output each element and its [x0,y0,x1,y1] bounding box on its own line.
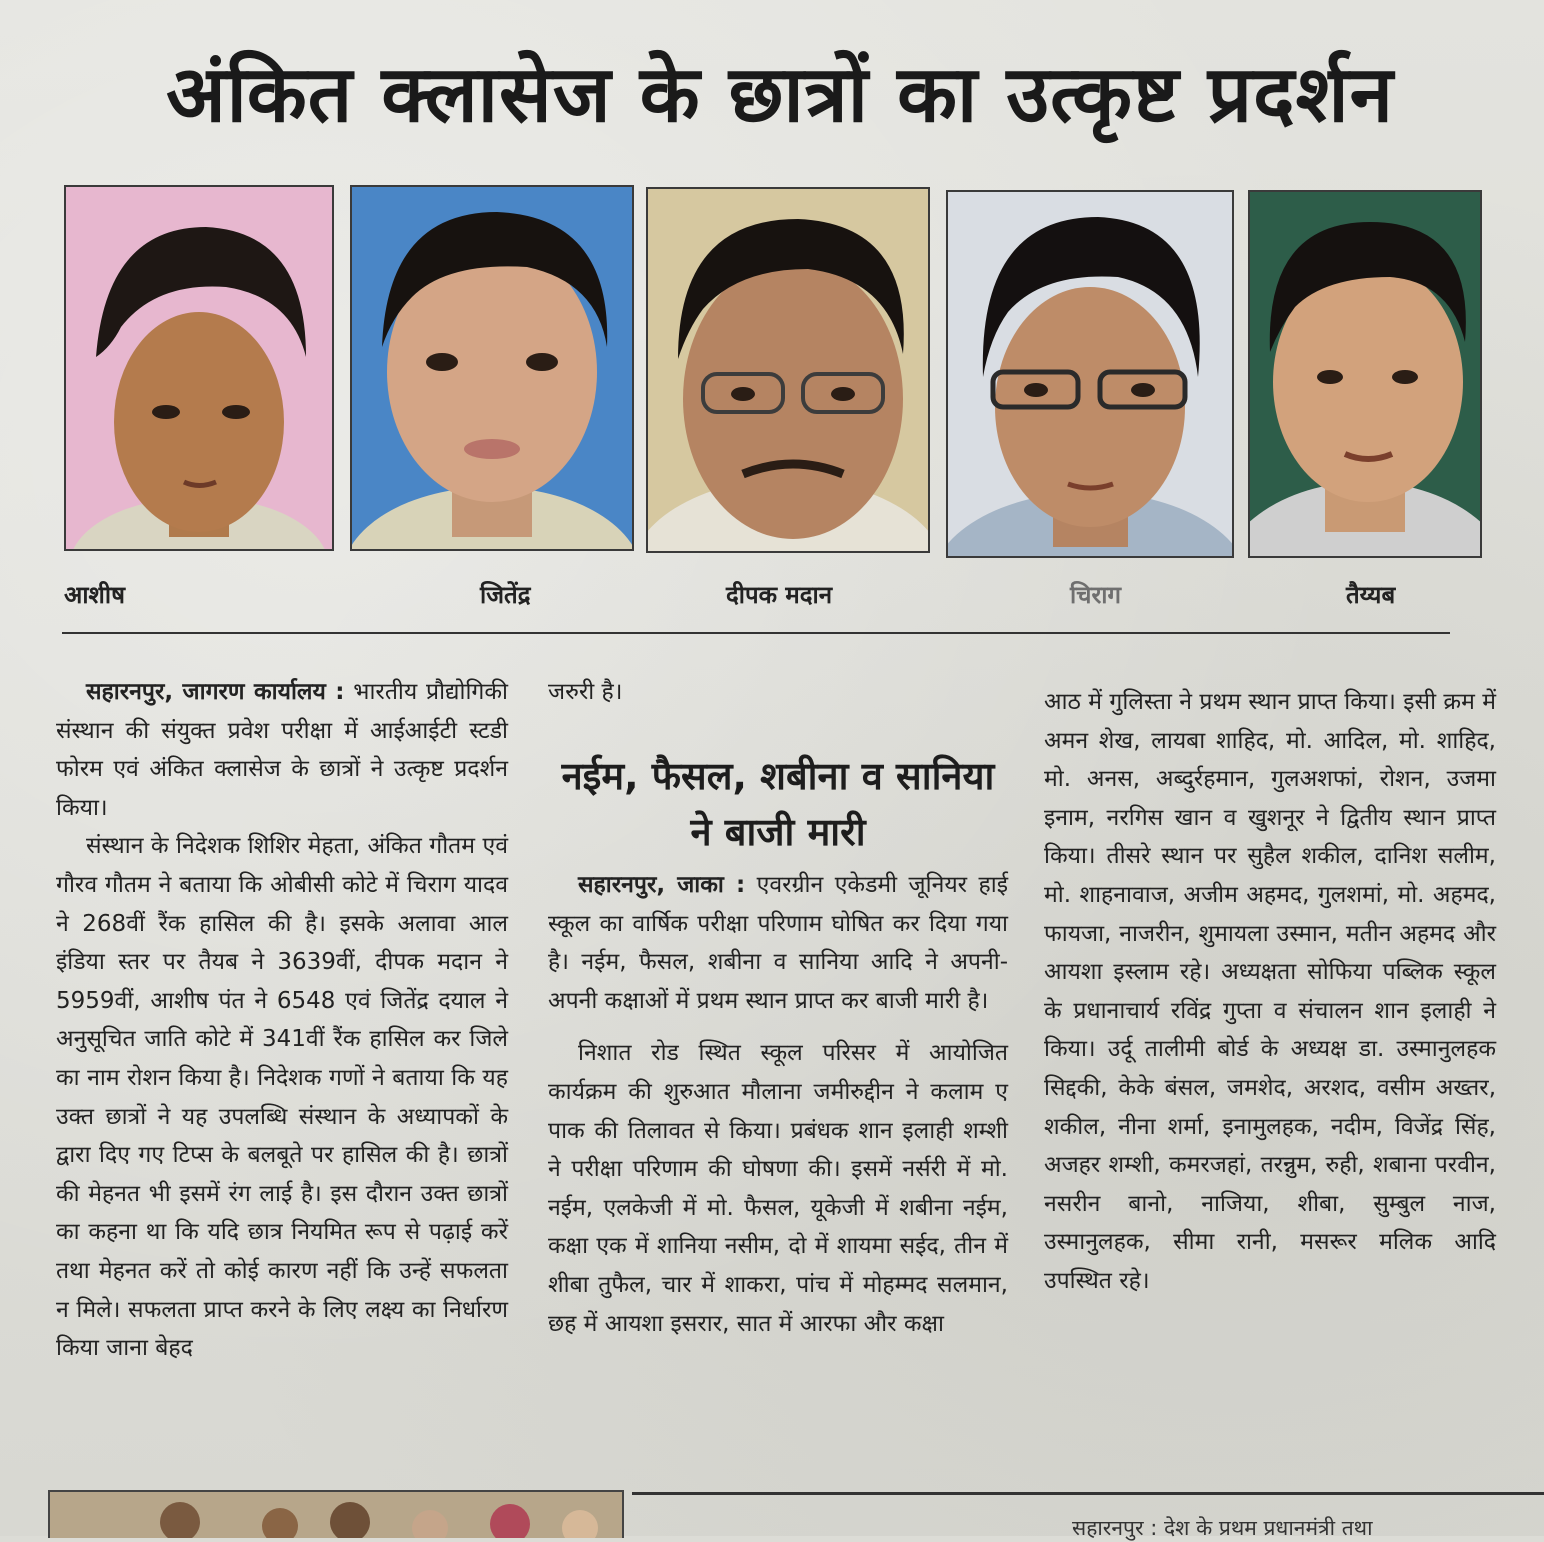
article-text: भारतीय प्रौद्योगिकी संस्थान की संयुक्त प्रवेश परीक्षा में आईआईटी स्टडी फोरम एवं अंकित क्लासेज के छात्रों ने उत्कृष्ट प्रदर्शन किया। [56,679,508,821]
next-article-snippet: सहारनपुर : देश के प्रथम प्रधानमंत्री तथा [1072,1516,1373,1540]
section-divider [62,632,1450,634]
next-article-photo [48,1490,624,1538]
article-paragraph [548,866,1008,1020]
article-paragraph [56,673,508,827]
photo-caption: जितेंद्र [480,581,531,609]
photo-caption: दीपक मदान [726,581,833,609]
photo-chirag [946,190,1234,558]
sub-headline: नईम, फैसल, शबीना व सानिया ने बाजी मारी [561,754,995,854]
article-paragraph: निशात रोड स्थित स्कूल परिसर में आयोजित कार्यक्रम की शुरुआत मौलाना जमीरुद्दीन ने कलाम ए पाक की तिलावत से किया। प्रबंधक शान इलाही शम्शी ने परीक्षा परिणाम की घोषणा की। इसमें नर्सरी में मो. नईम, एलकेजी में मो. फैसल, यूकेजी में शबीना नईम, कक्षा एक में शानिया नसीम, दो में शायमा सईद, तीन में शीबा तुफैल, चार में शाकरा, पांच में मोहम्मद सलमान, छह में आयशा इसरार, सात में आरफा और कक्षा [548,1040,1008,1337]
portrait-image [66,187,332,549]
photo-ashish [64,185,334,551]
article-column-2 [548,673,1008,712]
photo-jitendra [350,185,634,551]
article-text: एवरग्रीन एकेडमी जूनियर हाई स्कूल का वार्षिक परीक्षा परिणाम घोषित कर दिया गया है। नईम, फैसल, शबीना व सानिया आदि ने अपनी-अपनी कक्षाओं में प्रथम स्थान प्राप्त कर बाजी मारी है। [548,872,1008,1014]
crowd-photo-image [50,1492,622,1538]
portrait-image [352,187,632,549]
article-paragraph: आठ में गुलिस्ता ने प्रथम स्थान प्राप्त किया। इसी क्रम में अमन शेख, लायबा शाहिद, मो. आदिल, मो. शाहिद, मो. अनस, अब्दुर्रहमान, गुलअशफां, रोशन, उजमा इनाम, नरगिस खान व खुशनूर ने द्वितीय स्थान प्राप्त किया। तीसरे स्थान पर सुहैल शकील, दानिश सलीम, मो. शाहनावाज, अजीम अहमद, गुलशमां, मो. अहमद, फायजा, नाजरीन, शुमायला उस्मान, मतीन अहमद और आयशा इस्लाम रहे। अध्यक्षता सोफिया पब्लिक स्कूल के प्रधानाचार्य रविंद्र गुप्ता व संचालन शान इलाही ने किया। उर्दू तालीमी बोर्ड के अध्यक्ष डा. उस्मानुलहक सिद्दकी, केके बंसल, जमशेद, अरशद, वसीम अख्तर, शकील, नीना शर्मा, इनामुलहक, नदीम, विजेंद्र सिंह, अजहर शम्शी, कमरजहां, तरन्नुम, रुही, शबाना परवीन, नसरीन बानो, नाजिया, शीबा, सुम्बुल नाज, उस्मानुलहक, सीमा रानी, मसरूर मलिक आदि उपस्थित रहे। [1044,689,1496,1294]
photo-caption: आशीष [64,581,125,609]
dateline: सहारनपुर, जागरण कार्यालय : [86,679,345,705]
photo-caption: चिराग [1070,581,1121,609]
photo-taiyab [1248,190,1482,558]
article-column-3 [1044,683,1496,1301]
photo-caption: तैय्यब [1346,581,1396,609]
article-column-2-body [548,866,1008,1343]
bottom-divider [632,1492,1544,1495]
article-column-1 [56,673,508,1368]
portrait-image [948,192,1232,556]
portrait-image [1250,192,1480,556]
article-continuation: जरुरी है। [548,679,623,705]
headline: अंकित क्लासेज के छात्रों का उत्कृष्ट प्रदर्शन [166,50,1394,140]
portrait-image [648,189,928,551]
dateline: सहारनपुर, जाका : [578,872,746,898]
article-paragraph: संस्थान के निदेशक शिशिर मेहता, अंकित गौतम एवं गौरव गौतम ने बताया कि ओबीसी कोटे में चिराग यादव ने 268वीं रैंक हासिल की है। इसके अलावा आल इंडिया स्तर पर तैयब ने 3639वीं, दीपक मदान ने 5959वीं, आशीष पंत ने 6548 एवं जितेंद्र दयाल ने अनुसूचित जाति कोटे में 341वीं रैंक हासिल कर जिले का नाम रोशन किया है। निदेशक गणों ने बताया कि यह उक्त छात्रों ने यह उपलब्धि संस्थान के अध्यापकों के द्वारा दिए गए टिप्स के बलबूते पर हासिल की है। छात्रों की मेहनत भी इसमें रंग लाई है। इस दौरान उक्त छात्रों का कहना था कि यदि छात्र नियमित रूप से पढ़ाई करें तथा मेहनत करें तो कोई कारण नहीं कि उन्हें सफलता न मिले। सफलता प्राप्त करने के लिए लक्ष्य का निर्धारण किया जाना बेहद [56,833,508,1362]
photo-deepak-madan [646,187,930,553]
